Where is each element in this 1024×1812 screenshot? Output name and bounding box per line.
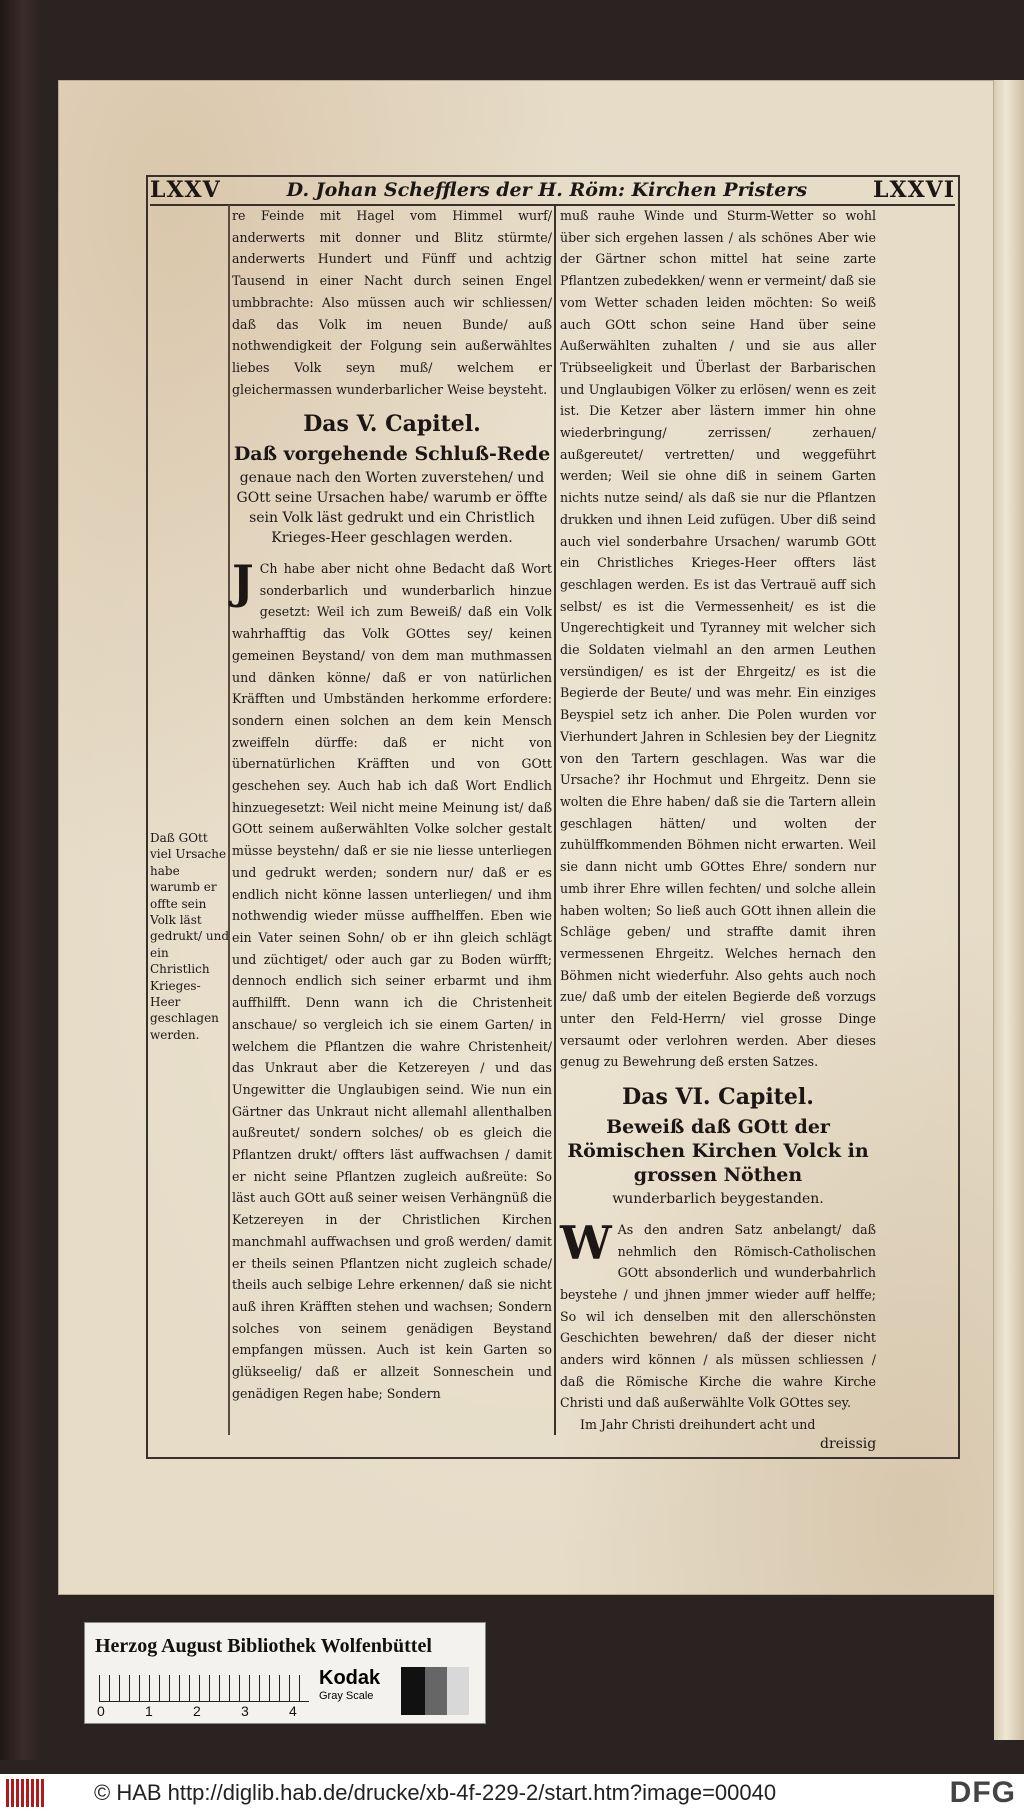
column-divider [554, 205, 556, 1435]
chapter-v-text: Ch habe aber nicht ohne Bedacht daß Wort sonderbarlich und wunderbarlich hinzue gesetzt: Weil ich zum Beweiß/ daß ein Volk wahrhafftig das Volk GOttes sey/ keinen gemeinen Beystand/ von dem man muthmassen und dänken könne/ daß er von natürlichen Kräfften und Umbständen herkomme erfordere: sondern einen solchen an dem kein Mensch zweiffeln dürffe: daß er nicht von übernatürlichen Kräfften und von GOtt geschehen sey. Auch hab ich daß Wort Endlich hinzuegesetzt: Weil nicht meine Meinung ist/ daß GOtt seinem außerwählten Volke solcher gestalt müsse beystehn/ daß er sie nie liesse unterliegen und gedrukt werden; sondern nur/ daß er es endlich nicht könne lassen unterliegen/ und ihm nothwendig wieder müsse auffhelffen. Eben wie ein Vater seinen Sohn/ ob er ihn gleich schlägt und züchtiget/ oder auch gar zu Boden würfft; dennoch endlich sich seiner erbarmt und ihm auffhilfft. Denn wann ich die Christenheit anschaue/ so vergleich ich sie einem Garten/ in welchem die Pflantzen die wahre Christenheit/ das Unkraut aber die Ketzereyen / und das Ungewitter die Unglaubigen seind. Wie nun ein Gärtner das Unkraut nicht allemahl allenthalben außreutet/ sondern solches/ ob es gleich die Pflantzen drukt/ offters läst auffwachsen / damit er nicht seine Pflantzen zugleich außreüte: So läst auch GOtt auß seiner weisen Verhängnüß die Ketzereyen in der Christlichen Kirchen manchmahl auffwachsen und groß werden/ damit er theils seinen Pflantzen nicht zugleich schade/ theils auch selbige Lehre erkennen/ daß sie nicht auß ihren Kräfften stehen und wachsen; Sondern solches von seinem genädigen Beystand empfangen müssen. Auch ist kein Garten so glükseelig/ daß er allzeit Sonneschein und genädigen Regen habe; Sondern [232, 561, 552, 1401]
chapter-v-body [232, 555, 552, 1404]
chapter-vi-body [560, 1215, 876, 1414]
ruler-label-0: 0 [97, 1703, 105, 1719]
footer-credit[interactable]: © HAB http://diglib.hab.de/drucke/xb-4f-229-2/start.htm?image=00040 [94, 1780, 777, 1805]
hab-logo-icon [6, 1779, 46, 1807]
gray-swatch-light [447, 1667, 469, 1715]
catchword: dreissig [820, 1436, 877, 1452]
margin-note: Daß GOtt viel Ursache habe warumb er offte sein Volk läst gedrukt/ und ein Christlich Krieges-Heer geschlagen werden. [150, 831, 230, 1042]
kodak-brand: Kodak [319, 1667, 381, 1689]
running-header [150, 176, 955, 206]
chapter-v-subheading: genaue nach den Worten zuverstehen/ und GOtt seine Ursachen habe/ warumb er öffte sein Volk läst gedrukt und ein Christlich Krieges-Heer geschlagen werden. [236, 470, 548, 547]
right-opening-text: muß rauhe Winde und Sturm-Wetter so wohl über sich ergehen lassen / als schönes Aber wie der Gärtner schon mittel hat seine zarte Pflantzen zubedekken/ wenn er vermeint/ daß sie vom Wetter schaden leiden möchten: So weiß auch GOtt schon seine Hand über seine Außerwählten zuhalten / und sie aus aller Trübseeligkeit und Überlast der Barbarischen und Unglaubigen Völker zu erlösen/ wenn es zeit ist. Die Ketzer aber lästern immer hin ohne wiederbringung/ zerrissen/ zerhauen/ außgereutet/ vertretten/ und weggeführt werden; Weil sie ohne diß in seinem Garten nichts nutze seind/ als daß sie nur die Pflantzen drukken und ihnen Leid zufügen. Uber diß seind auch viel sonderbahre Ursachen/ warumb GOtt ein Christliches Krieges-Heer offters läst geschlagen werden. Es ist das Vertrauë auff sich selbst/ es ist die Vermessenheit/ es ist die Ungerechtigkeit und Tyranney mit welcher sich die Soldaten vielmahl an den armen Leuthen versündigen/ es ist der Ehrgeitz/ es ist die Begierde der Beute/ und was mehr. Ein einziges Beyspiel setz ich anher. Die Polen wurden vor Vierhundert Jahren in Schlesien bey der Liegnitz von den Tartern geschlagen. Was war die Ursache? ihr Hochmut und Ehrgeitz. Denn sie wolten die Ehre haben/ daß sie die Tartern allein geschlagen hätten/ und wolten der zuhülffkommenden Böhmen nicht erwarten. Weil sie dann nicht umb GOttes Ehre/ sondern nur umb ihrer Ehre willen fechten/ und solche allein haben wolten; So ließ auch GOtt ihnen allein die Schläge geben/ und straffte damit ihren vermessenen Ehrgeitz. Welches hernach den Böhmen nicht wiederfuhr. Also gehts auch noch zue/ daß umb der eitelen Begierde deß vorzugs unter den Feld-Herrn/ viel grosse Dinge versaumt oder verlohren werden. Aber dieses genug zu Bewehrung deß ersten Satzes. [560, 208, 876, 1070]
chapter-vi-subheading: wunderbarlich beygestanden. [612, 1190, 824, 1207]
gray-swatch-black [401, 1667, 425, 1715]
chapter-vi-title: Das VI. Capitel. [622, 1084, 814, 1111]
chapter-vi-text: As den andren Satz anbelangt/ daß nehmlich den Römisch-Catholischen GOtt absonderlich und wunderbahrlich beystehe / und jhnen jmmer wieder auff helffe; So wil ich denselben mit den allerschönsten Geschichten bewehren/ daß der dieser nicht anders wird können / als müssen schliessen / daß die Römische Kirche die wahre Kirche Christi und daß außerwählte Volk GOttes sey. [560, 1221, 876, 1411]
margin-rule [228, 205, 230, 1435]
library-scan-card [84, 1622, 486, 1724]
dropcap-j: J [232, 555, 254, 610]
dropcap-w: W [560, 1215, 612, 1270]
chapter-vi-heading: Beweiß daß GOtt der Römischen Kirchen Volck in grossen Nöthen [567, 1115, 869, 1186]
kodak-label [319, 1667, 380, 1702]
chapter-v-heading: Daß vorgehende Schluß-Rede [233, 443, 551, 466]
left-column [232, 205, 552, 1404]
kodak-sub: Gray Scale [319, 1690, 374, 1702]
left-opening-text: re Feinde mit Hagel vom Himmel wurf/ anderwerts mit donner und Blitz stürmte/ anderwerts Hundert und Fünff und achtzig Tausend in einer Nacht durch seinen Engel umbbrachte: Also müssen auch wir schliessen/ daß das Volk im neuen Bunde/ auß nothwendigkeit der Folgung sein außerwähltes liebes Volk seyn muß/ welchem er gleichermassen wunderbarlicher Weise beysteht. [232, 208, 552, 397]
ruler-label-2: 2 [193, 1703, 201, 1719]
library-name: Herzog August Bibliothek Wolfenbüttel [95, 1635, 432, 1657]
page-edge [994, 80, 1024, 1740]
ruler-label-4: 4 [289, 1703, 297, 1719]
scale-ruler [99, 1675, 309, 1702]
right-folio: LXXVI [873, 177, 955, 203]
gray-swatch-mid [425, 1667, 447, 1715]
running-title: D. Johan Schefflers der H. Röm: Kirchen Pristers [286, 179, 808, 201]
dfg-logo: DFG [949, 1776, 1016, 1809]
book-spine [0, 0, 40, 1760]
footer-bar [0, 1774, 1024, 1812]
ruler-label-3: 3 [241, 1703, 249, 1719]
ruler-label-1: 1 [145, 1703, 153, 1719]
left-folio: LXXV [150, 177, 221, 203]
chapter-v-title: Das V. Capitel. [303, 411, 481, 438]
right-closing-text: Im Jahr Christi dreihundert acht und [580, 1417, 816, 1433]
right-column [560, 205, 876, 1436]
